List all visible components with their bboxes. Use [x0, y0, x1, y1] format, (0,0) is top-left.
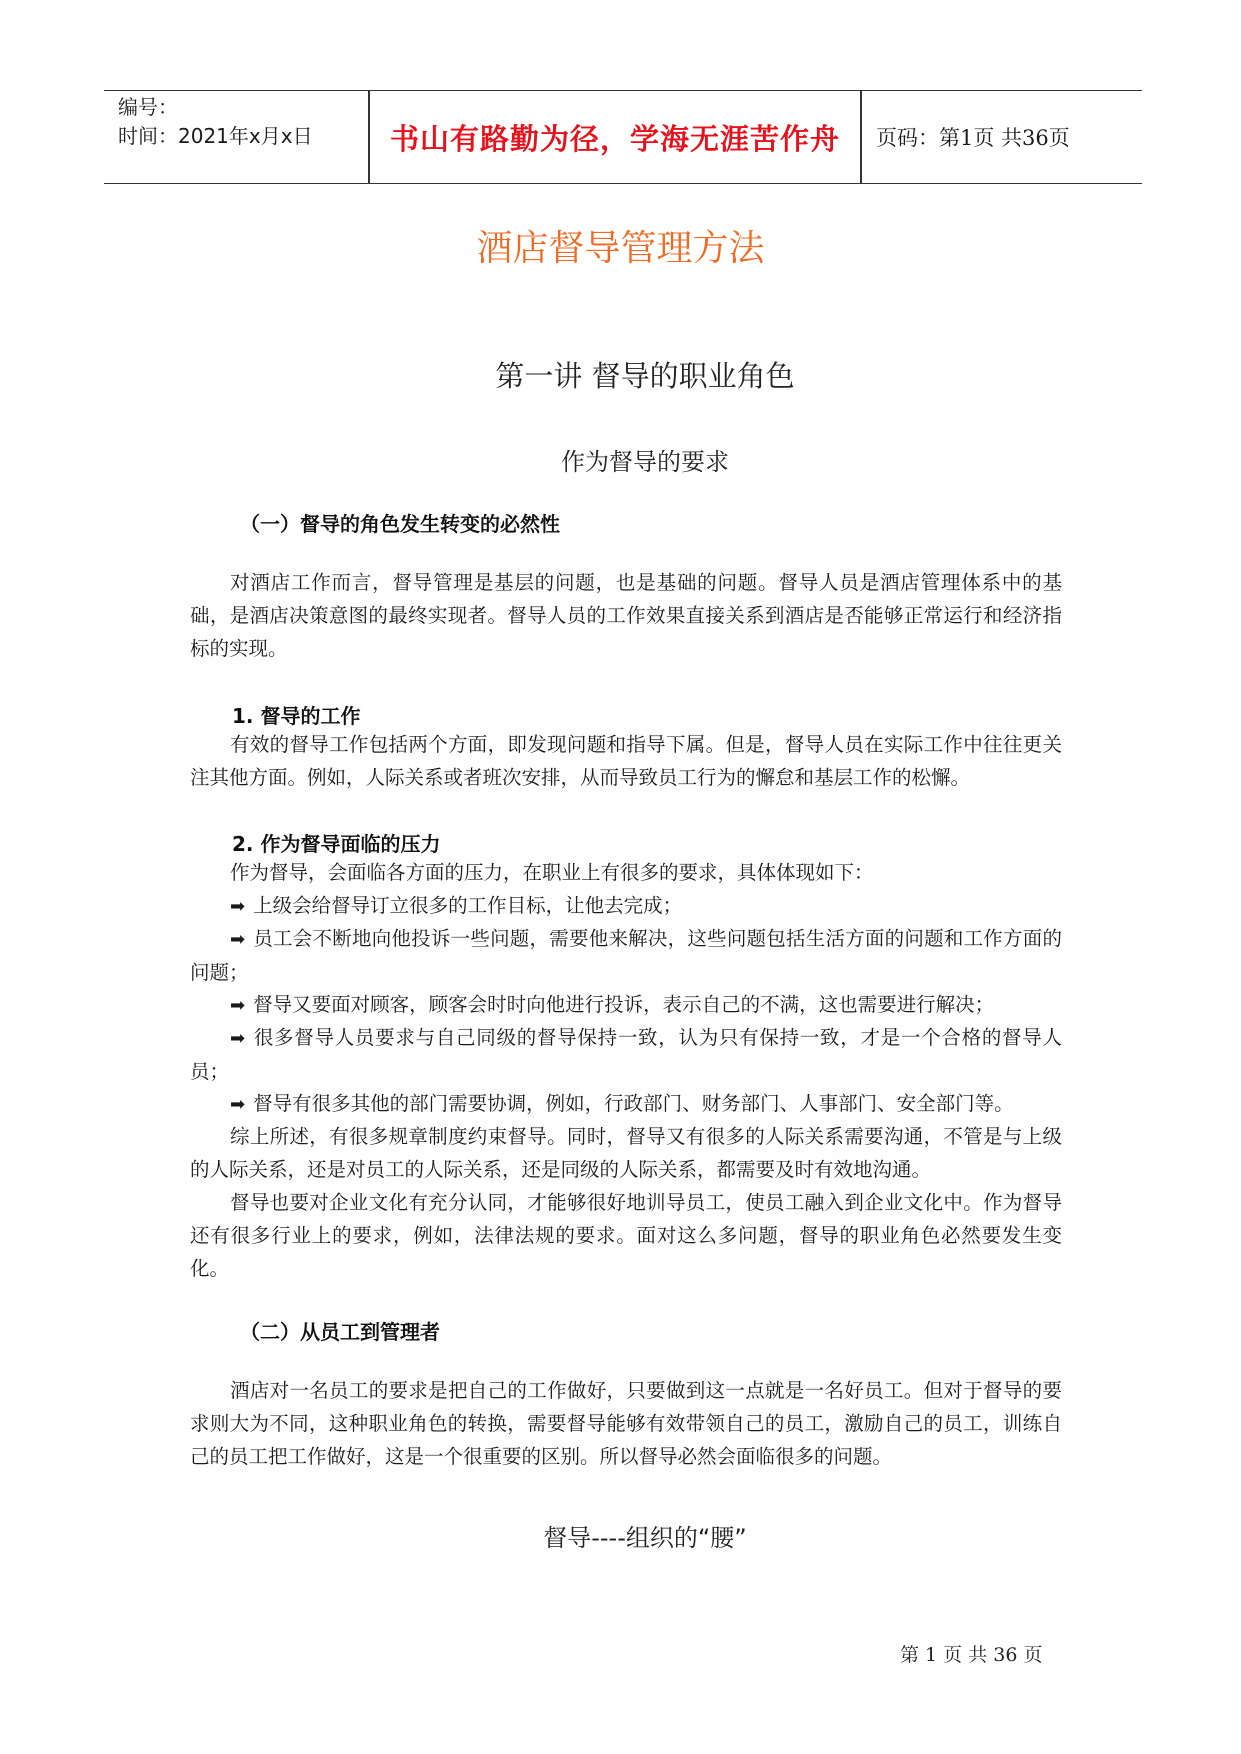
arrow-bullet-icon: ➡ — [230, 1028, 246, 1049]
page-footer: 第 1 页 共 36 页 — [900, 1644, 1043, 1666]
subsection-heading: 2. 作为督导面临的压力 — [232, 832, 441, 856]
document-number-label: 编号： — [118, 95, 178, 119]
list-item: ➡ 员工会不断地向他投诉一些问题，需要他来解决，这些问题包括生活方面的问题和工作方面的问题； — [190, 927, 1062, 984]
list-item: ➡ 督导有很多其他的部门需要协调，例如，行政部门、财务部门、人事部门、安全部门等。 — [230, 1092, 1014, 1115]
section-subtitle: 督导----组织的“腰” — [543, 1524, 747, 1552]
lecture-heading: 第一讲 督导的职业角色 — [495, 359, 795, 393]
section-heading: （二）从员工到管理者 — [240, 1320, 440, 1344]
paragraph: 作为督导，会面临各方面的压力，在职业上有很多的要求，具体体现如下： — [230, 861, 874, 884]
header-divider — [860, 91, 862, 183]
document-time-label: 时间：2021年x月x日 — [118, 124, 313, 148]
section-subtitle: 作为督导的要求 — [561, 448, 729, 476]
list-item: ➡ 督导又要面对顾客，顾客会时时向他进行投诉，表示自己的不满，这也需要进行解决； — [230, 993, 995, 1016]
arrow-bullet-icon: ➡ — [230, 896, 246, 917]
list-item: ➡ 很多督导人员要求与自己同级的督导保持一致，认为只有保持一致，才是一个合格的督导人员； — [190, 1026, 1062, 1083]
paragraph: 对酒店工作而言，督导管理是基层的问题，也是基础的问题。督导人员是酒店管理体系中的基础，是酒店决策意图的最终实现者。督导人员的工作效果直接关系到酒店是否能够正常运行和经济指标的实现。 — [190, 571, 1062, 660]
paragraph: 有效的督导工作包括两个方面，即发现问题和指导下属。但是，督导人员在实际工作中往往更关注其他方面。例如，人际关系或者班次安排，从而导致员工行为的懈怠和基层工作的松懈。 — [190, 733, 1062, 789]
arrow-bullet-icon: ➡ — [230, 1094, 246, 1115]
paragraph: 综上所述，有很多规章制度约束督导。同时，督导又有很多的人际关系需要沟通，不管是与上级的人际关系，还是对员工的人际关系，还是同级的人际关系，都需要及时有效地沟通。 — [190, 1125, 1062, 1181]
arrow-bullet-icon: ➡ — [230, 929, 246, 950]
paragraph: 酒店对一名员工的要求是把自己的工作做好，只要做到这一点就是一名好员工。但对于督导的要求则大为不同，这种职业角色的转换，需要督导能够有效带领自己的员工，激励自己的员工，训练自己的员工把工作做好，这是一个很重要的区别。所以督导必然会面临很多的问题。 — [190, 1379, 1062, 1468]
header-meta — [118, 91, 368, 185]
document-title: 酒店督导管理方法 — [476, 228, 765, 269]
section-heading: （一）督导的角色发生转变的必然性 — [240, 512, 560, 536]
list-item: ➡ 上级会给督导订立很多的工作目标，让他去完成； — [230, 894, 683, 917]
paragraph: 督导也要对企业文化有充分认同，才能够很好地训导员工，使员工融入到企业文化中。作为督导还有很多行业上的要求，例如，法律法规的要求。面对这么多问题，督导的职业角色必然要发生变化。 — [190, 1191, 1062, 1280]
header-motto: 书山有路勤为径，学海无涯苦作舟 — [389, 121, 840, 156]
subsection-heading: 1. 督导的工作 — [232, 704, 361, 728]
page-header — [104, 90, 1142, 184]
header-page-info: 页码：第1页 共36页 — [876, 126, 1070, 150]
arrow-bullet-icon: ➡ — [230, 995, 246, 1016]
